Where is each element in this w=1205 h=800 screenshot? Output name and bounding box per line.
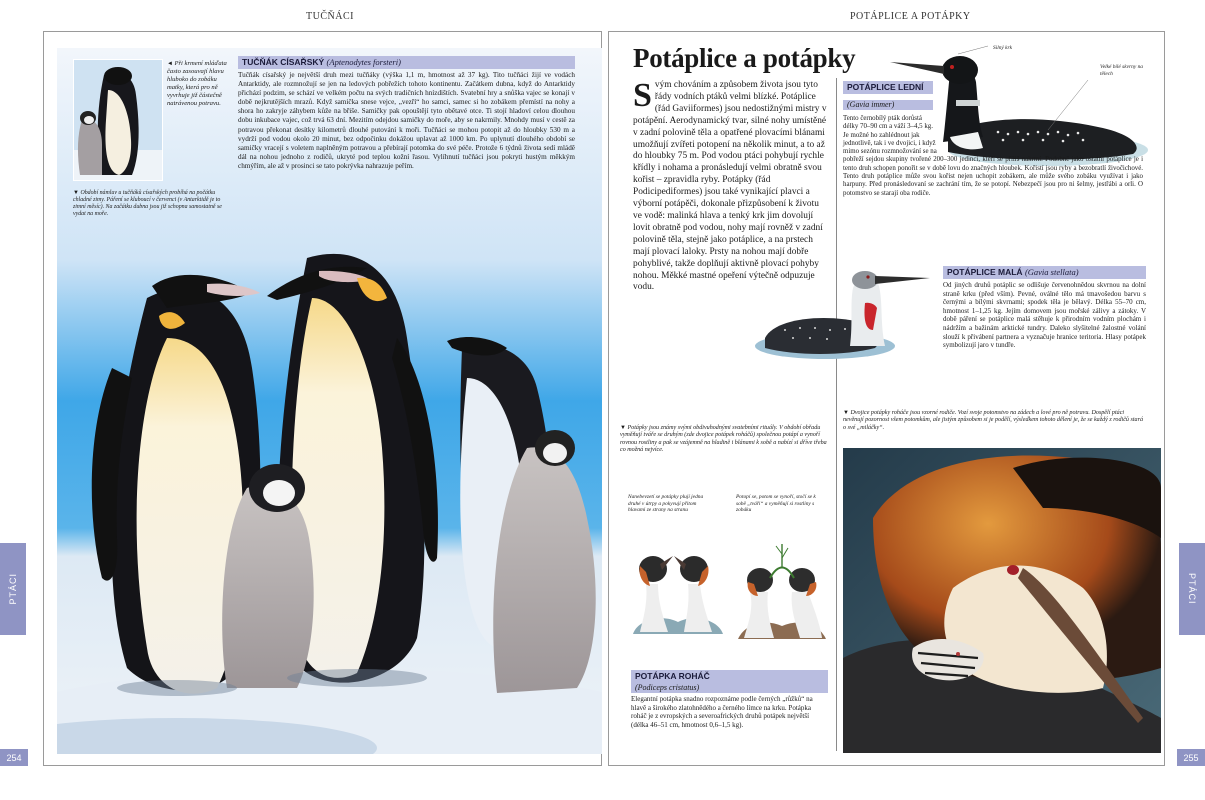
intro-body: vým chováním a způsobem života jsou tyto řády vodních ptáků velmi blízké. Potáplice (řád Gaviiformes) jsou nedostižnými mistry v potápění. Aerodynamický tvar, silné nohy umístěné v zadní polovině těla a opatřené plovacími blánami umožňují zvířeti potopení na několik minut, a to až do hloubky 75 m. Pod vodou ptáci pohybují rychle křídly i nohama a pronásledují velmi obratně svou kořist – zpravidla ryby. Potápky (řád Podicipediformes) jsou také vynikající plavci a výborní potápěči, dokonale přizpůsobení k životu ve vodě: malinká hlava a tenký krk jim dovolují lovit obratně pod vodou, nohy mají rovněž v zadní polovině těla, stejně jako potáplice, a na prstech mají plovací laloky. Prsty na nohou mají dobře pohyblivé, takže doplňují aktivně plovací pohyby nohou. Měkké mastné opeření výtečně odpuzuje vodu. <box>633 80 827 293</box>
intro-article <box>633 77 829 294</box>
grebe-title-bar: POTÁPKA ROHÁČ <box>631 670 828 683</box>
caption-grebe-parents: ▼ Dvojice potápky roháče jsou vzorné rodiče. Vozí svoje potomstvo na zádech a lové pro ně potravu. Dospělí ptáci nevěnují pozornost všem potomkům, ale jistým způsobem si je podělí, výsledkem tohoto dělení je, že se každý z rodičů stará o své „miláčky“. <box>843 410 1144 431</box>
page-number-right: 255 <box>1177 749 1205 766</box>
loon-label-neck: Silný krk <box>993 45 1013 51</box>
grebe-latin: (Podiceps cristatus) <box>631 683 828 693</box>
emperor-body: Tučňák císařský je největší druh mezi tučňáky (výška 1,1 m, hmotnost až 37 kg). Tito tučňáci žijí ve vodách Antarktidy, ale rozmnožují se jen na ledových pobřežích tohoto kontinentu. Začátkem dubna, když do Antarktidy přichází podzim, se schází ve velkém počtu na svých tradičních hnízdištích. Svatební hry a snůška vajec se konají v době nejkrutějších mrazů. Když samička snese vejce, „vezří“ ho samci, samec si ho zobákem přemístí na nohy a shora ho zakryje záhybem kůže na břiše. Samičky pak opouštějí tyto obětavé otce. Ti stojí hladoví celou dlouhou dobu inkubace vajec, což trvá 63 dní. Mezitím odejdou samičky do moře, aby se nakrmily. Mnohdy musí v cestě za potravou překonat desítky kilometrů dlouhé putování k moři. Tučňáci se mohou potopit až do hloubky 530 m a vydrží pod vodou okolo 20 minut, bez odpočinku dokážou uplavat až 1000 km. Po uplynutí dlouhého období se samičky vracejí s voletem naplněným potravou a přebírají potomka do své péče. Protože 6 týdnů života sedí mládě dál na nohou jednoho z rodičů, ukryté pod teplou kožní řasou. Vylíhnutí tučňáci jsou pokryti hustým měkkým chmýřím, ale až v prosinci se tato pokrývka nahrazuje peřím. <box>238 71 575 170</box>
inset-caption-feeding: ◄ Při krmení mláďata často zasouvají hlavu hluboko do zobáku matky, která pro ně vyvrhuje již částečně natrávenou potravu. <box>167 60 227 107</box>
caption-courtship: ▼ Období námluv u tučňáků císařských probíhá na počátku chladné zimy. Páření se kluboucí v červenci (v Antarktidě je to zimní měsíc). Na začátku dubna jsou již schopna samostatně se vydat na moře. <box>73 190 222 217</box>
inset-photo-feeding <box>73 59 163 181</box>
grebe-label-b: Potopí se, potom se vynoří, stočí se k sobě „tváři“ a vyměňují si rostliny s zobáku <box>736 494 816 513</box>
loon-label-spots: Velké bílé skvrny na tělech <box>1100 64 1143 77</box>
common-loon-title-bar: POTÁPLICE LEDNÍ <box>843 81 933 94</box>
column-rule <box>836 78 837 751</box>
common-loon-body-wide: pobřeží sejdou skupiny tvořené 200–300 jedinci, kteří se příliš nakrmí. Podobně jako ostatní potáplice je i tento druh schopen ponořit se v době lovu do značných hloubek. Kořistí jsou ryby a bezobratlí živočichové. Tento druh potáplice může svou kořist nejen uchopit zobákem, ale může svého zobáku využívat i jako harpuny. Před pronásledovaní se zachrání tím, že se potopí. Nebezpečí jsou pro ni šelmy, jestřábi a orli. O potomstvo se starají oba rodiče. <box>843 156 1143 197</box>
emperor-title-bar: TUČŇÁK CÍSAŘSKÝ (Aptenodytes forsteri) <box>238 56 575 69</box>
common-loon-body-narrow: Tento černobílý pták dorůstá délky 70–90 cm a váží 3–4,5 kg. Je možné ho zahlédnout jak jednotlivě, tak i ve dvojici, i když mimo sezónu rozmnožování se na <box>843 115 937 156</box>
grebe-body: Elegantní potápka snadno rozpoznáme podle černých „růžků“ na hlavě a širokého zlatohnědého a černého límce na krku. Potápka roháč je z evropských a severoafrických druhů potápek největší (délka 46–51 cm, hmotnost 0,6–1,5 kg). <box>631 695 813 729</box>
common-loon-article <box>843 81 1143 198</box>
side-tab-right[interactable]: PTÁCI <box>1179 543 1205 635</box>
red-throated-body: Od jiných druhů potáplic se odlišuje červenohnědou skvrnou na dolní straně krku (před vším). Pevné, oválné tělo má tmavošedou barvu s černými a bílými skvrnami; spodek těla je bělavý. Délka 55–70 cm, hmotnost 1–1,25 kg. Jejím domovem jsou mořské zálivy a zátoky. V době páření se potáplice malá stěhuje k přirodním vodním plochám i nádržím a bažinám arktické tundry. Daleko slyšitelné žalostné volání slouží k přivábení partnera a vyznačuje hranice teritoria. Hlasy potápek symbolizují jaro v tundře. <box>943 281 1146 350</box>
side-tab-left[interactable]: PTÁCI <box>0 543 26 635</box>
page-number-left: 254 <box>0 749 28 766</box>
drop-cap: S <box>633 77 652 114</box>
page-title: Potáplice a potápky <box>633 43 856 73</box>
red-throated-title-bar: POTÁPLICE MALÁ (Gavia stellata) <box>943 266 1146 279</box>
great-crested-grebe-photo <box>843 448 1161 753</box>
grebe-label-a: Nanebevzetí se potápky plují jedna druhé v útrpy a pokyvují přitom hlavami ze strany na stranu <box>628 494 704 513</box>
caption-grebe-rituals: ▼ Potápky jsou známy svými obdivuhodnými svatebními rituály. V období obřadu vyměňují tváře se druhým (zde dvojice potápek roháčů) společnou potápí a vynoří rovnou rostliny a pak se vzájemně na hladině i blánami k sobě a nabízí si dříve třeba co možná nejvíce. <box>620 425 827 454</box>
emperor-article <box>238 56 575 171</box>
great-crested-grebe-article <box>631 670 828 729</box>
common-loon-latin: (Gavia immer) <box>843 100 933 110</box>
red-throated-loon-illustration <box>755 268 935 368</box>
grebe-courtship-illustration-b <box>736 494 828 644</box>
running-head-right: POTÁPLICE A POTÁPKY <box>850 11 971 22</box>
grebe-courtship-illustration-a <box>628 494 726 644</box>
red-throated-loon-article <box>943 266 1146 350</box>
running-head-left: TUČŇÁCI <box>306 11 354 22</box>
